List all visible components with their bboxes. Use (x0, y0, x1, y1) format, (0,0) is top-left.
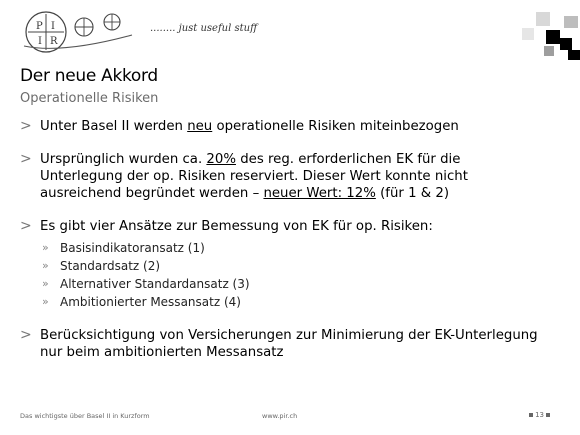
double-chevron-icon: » (42, 259, 49, 272)
corner-squares-decoration (520, 12, 580, 60)
pir-logo (22, 8, 147, 54)
logo-letter-i-bottom: I (38, 36, 42, 47)
bullet-text: Es gibt vier Ansätze zur Bemessung von EK für op. Risiken: (40, 219, 433, 234)
bullet-text: Unter Basel II werden (40, 119, 188, 134)
chevron-right-icon: > (20, 327, 32, 343)
square-icon (529, 413, 533, 417)
double-chevron-icon: » (42, 241, 49, 254)
bullet-text: des reg. erforderlichen EK für die Unterlegung der op. Risiken reserviert. Dieser Wert konnte nicht ausreichend begründet werden – (40, 152, 468, 201)
double-chevron-icon: » (42, 295, 49, 308)
logo-letter-i-top: I (51, 21, 55, 32)
list-item-text: Ambitionierter Messansatz (4) (60, 295, 241, 309)
bullet-basel-ii-new-risks (20, 118, 540, 135)
bullet-list (20, 118, 540, 377)
chevron-right-icon: > (20, 151, 32, 167)
logo-letter-r: R (50, 36, 58, 47)
slide-title: Der neue Akkord (20, 66, 158, 86)
tagline: ........ just useful stuff (150, 23, 258, 34)
footer-website: www.pir.ch (262, 412, 298, 420)
underlined-text: neu (187, 119, 213, 134)
footer-caption: Das wichtigste über Basel II in Kurzform (20, 412, 150, 420)
page-number (527, 411, 552, 419)
slide-subtitle: Operationelle Risiken (20, 91, 159, 106)
bullet-four-approaches (20, 218, 540, 311)
list-item (40, 293, 540, 311)
list-item-text: Basisindikatoransatz (1) (60, 241, 205, 255)
list-item (40, 257, 540, 275)
double-chevron-icon: » (42, 277, 49, 290)
list-item-text: Alternativer Standardansatz (3) (60, 277, 250, 291)
bullet-text: (für 1 & 2) (375, 186, 450, 201)
approaches-sublist (40, 239, 540, 311)
square-icon (546, 413, 550, 417)
chevron-right-icon: > (20, 118, 32, 134)
bullet-insurance (20, 327, 540, 361)
page-number-value: 13 (535, 411, 544, 419)
underlined-text: 20% (206, 152, 236, 167)
list-item-text: Standardsatz (2) (60, 259, 161, 273)
bullet-original-reserve (20, 151, 540, 202)
list-item (40, 275, 540, 293)
bullet-text: operationelle Risiken miteinbezogen (212, 119, 459, 134)
logo-letter-p: P (36, 21, 43, 32)
bullet-text: Ursprünglich wurden ca. (40, 152, 207, 167)
chevron-right-icon: > (20, 218, 32, 234)
underlined-text: neuer Wert: 12% (263, 186, 376, 201)
list-item (40, 239, 540, 257)
bullet-text: Berücksichtigung von Versicherungen zur Minimierung der EK-Unterlegung nur beim ambitionierten Messansatz (40, 328, 538, 360)
